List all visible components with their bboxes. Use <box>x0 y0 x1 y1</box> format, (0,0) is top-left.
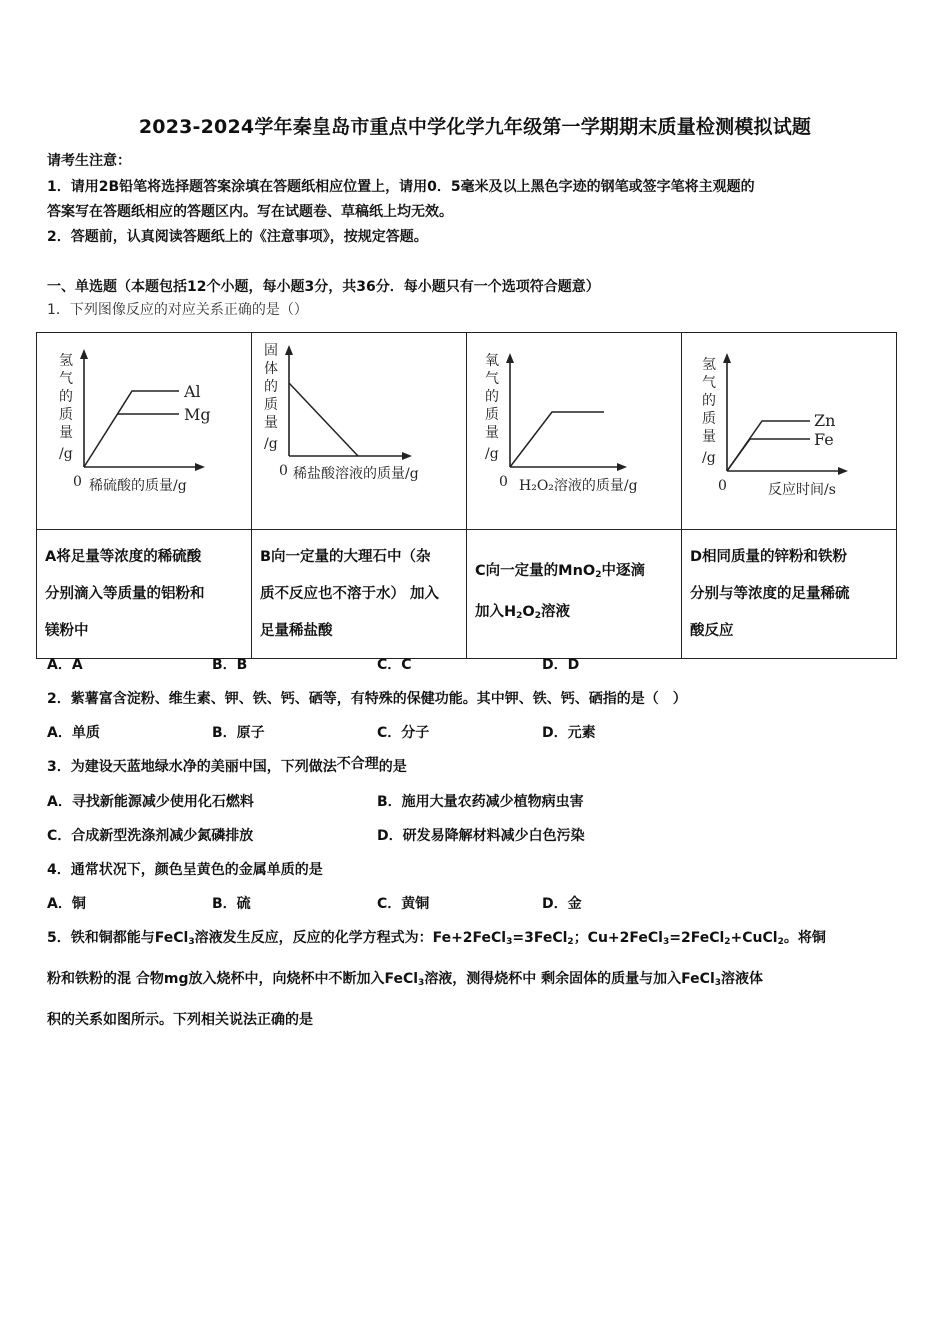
q3-option-a[interactable]: A．寻找新能源减少使用化石燃料 <box>47 794 254 810</box>
graph-c-ylabel-6: /g <box>485 446 499 462</box>
q4-option-b[interactable]: B．硫 <box>212 896 251 912</box>
q1-option-c[interactable]: C．C <box>377 657 412 673</box>
graph-b-ylabel-1: 固 <box>264 343 278 359</box>
graph-c-ylabel-5: 量 <box>485 425 499 441</box>
q2-option-a[interactable]: A．单质 <box>47 725 100 741</box>
graph-a-ylabel-2: 气 <box>59 371 73 387</box>
question-4-stem: 4．通常状况下，颜色呈黄色的金属单质的是 <box>47 862 323 878</box>
notice-line-3: 2．答题前，认真阅读答题纸上的《注意事项》，按规定答题。 <box>47 229 428 245</box>
desc-b-line-1: B向一定量的大理石中（杂 <box>260 548 431 565</box>
desc-c-line-2: 加入$H_2O_2$溶液 <box>475 604 570 621</box>
graph-d-label-fe: Fe <box>814 430 834 449</box>
q5-line-1: 5．铁和铜都能与FeCl$_3$溶液发生反应，反应的化学方程式为：Fe+2FeCl$_3$=3FeCl$_2$；Cu+2FeCl$_3$=2FeCl$_2$+CuCl$_2$。将铜 <box>47 930 826 947</box>
q4-option-a[interactable]: A．铜 <box>47 896 86 912</box>
q2-option-b[interactable]: B．原子 <box>212 725 265 741</box>
section-heading: 一、单选题（本题包括12个小题，每小题3分，共36分．每小题只有一个选项符合题意） <box>47 279 600 295</box>
desc-a-line-2: 分别滴入等质量的铝粉和 <box>45 585 205 602</box>
q3-option-d[interactable]: D．研发易降解材料减少白色污染 <box>377 828 585 844</box>
graph-a-ylabel-5: 量 <box>59 425 73 441</box>
desc-b-line-3: 足量稀盐酸 <box>260 622 333 639</box>
desc-cell-d <box>682 530 897 659</box>
graph-d-origin: 0 <box>718 478 727 494</box>
graph-d-ylabel-5: 量 <box>702 429 716 445</box>
desc-cell-b <box>252 530 467 659</box>
graph-d-ylabel-1: 氢 <box>702 357 716 373</box>
graph-c-line <box>510 412 604 467</box>
graph-c-y-arrow <box>506 353 514 363</box>
desc-d-line-1: D相同质量的锌粉和铁粉 <box>690 548 848 565</box>
graph-a-ylabel-4: 质 <box>59 407 73 423</box>
graph-cell-c <box>467 333 682 530</box>
graph-d-y-arrow <box>723 353 731 363</box>
question-1-stem: 1．下列图像反应的对应关系正确的是（） <box>47 302 308 318</box>
graph-b-ylabel-5: 量 <box>264 415 278 431</box>
q4-option-c[interactable]: C．黄铜 <box>377 896 430 912</box>
q3-option-b[interactable]: B．施用大量农药减少植物病虫害 <box>377 794 584 810</box>
graph-c-ylabel-3: 的 <box>485 389 499 405</box>
graph-c-origin: 0 <box>499 474 508 490</box>
graph-d-ylabel-3: 的 <box>702 393 716 409</box>
q1-option-d[interactable]: D．D <box>542 657 580 673</box>
graph-b-ylabel-3: 的 <box>264 379 278 395</box>
q5-line-2: 粉和铁粉的混 合物mg放入烧杯中，向烧杯中不断加入FeCl$_3$溶液，测得烧杯中 剩余固体的质量与加入FeCl$_3$溶液体 <box>47 971 764 988</box>
graph-d-xlabel: 反应时间/s <box>768 482 836 498</box>
graph-cell-a <box>37 333 252 530</box>
notice-heading: 请考生注意： <box>47 153 131 169</box>
q1-option-a[interactable]: A．A <box>47 657 83 673</box>
question-2-stem: 2．紫薯富含淀粉、维生素、钾、铁、钙、硒等，有特殊的保健功能。其中钾、铁、钙、硒指的是（ ） <box>47 691 687 707</box>
graph-b-xlabel: 稀盐酸溶液的质量/g <box>293 466 419 482</box>
graph-a-line-al <box>84 391 179 467</box>
graph-cell-d <box>682 333 897 530</box>
graph-d-label-zn: Zn <box>814 411 836 430</box>
graph-a-xlabel: 稀硫酸的质量/g <box>89 478 187 494</box>
q4-option-d[interactable]: D．金 <box>542 896 582 912</box>
graph-b-line <box>289 383 358 456</box>
graph-c-x-arrow <box>617 463 627 471</box>
q2-option-c[interactable]: C．分子 <box>377 725 430 741</box>
graph-cell-b <box>252 333 467 530</box>
question-3-stem: 3．为建设天蓝地绿水净的美丽中国，下列做法不合理的是 <box>47 756 407 775</box>
q2-option-d[interactable]: D．元素 <box>542 725 596 741</box>
graph-d <box>682 333 882 529</box>
q3-option-c[interactable]: C．合成新型洗涤剂减少氮磷排放 <box>47 828 254 844</box>
graph-a-label-al: Al <box>184 382 201 401</box>
graph-c-xlabel: H₂O₂溶液的质量/g <box>519 478 638 494</box>
graph-d-ylabel-4: 质 <box>702 411 716 427</box>
graph-c-ylabel-2: 气 <box>485 371 499 387</box>
page-title: 2023-2024学年秦皇岛市重点中学化学九年级第一学期期末质量检测模拟试题 <box>138 116 812 138</box>
graph-c <box>467 333 690 529</box>
desc-a-line-1: A将足量等浓度的稀硫酸 <box>45 548 202 565</box>
graph-b-ylabel-4: 质 <box>264 397 278 413</box>
graph-c-ylabel-4: 质 <box>485 407 499 423</box>
graph-a-ylabel-3: 的 <box>59 389 73 405</box>
desc-c-line-1: C向一定量的MnO$_2$中逐滴 <box>475 563 645 580</box>
desc-a-line-3: 镁粉中 <box>45 622 89 639</box>
desc-cell-a <box>37 530 252 659</box>
graph-b <box>252 333 475 529</box>
graph-d-line-fe <box>727 439 810 471</box>
graph-c-ylabel-1: 氧 <box>485 353 499 369</box>
graph-d-ylabel-6: /g <box>702 450 716 466</box>
desc-b-line-2: 质不反应也不溶于水） 加入 <box>260 585 440 602</box>
graph-a-ylabel-6: /g <box>59 446 73 462</box>
question-5-stem <box>47 920 907 1039</box>
desc-d-line-3: 酸反应 <box>690 622 734 639</box>
graph-b-origin: 0 <box>279 463 288 479</box>
graph-a-label-mg: Mg <box>184 405 211 424</box>
graph-d-line-zn <box>727 421 810 471</box>
q5-line-3: 积的关系如图所示。下列相关说法正确的是 <box>47 1012 313 1028</box>
graph-a-x-arrow <box>195 463 205 471</box>
q1-option-b[interactable]: B．B <box>212 657 248 673</box>
graph-b-x-arrow <box>402 452 412 460</box>
graph-a-ylabel-1: 氢 <box>59 353 73 369</box>
desc-cell-c <box>467 530 682 659</box>
desc-d-line-2: 分别与等浓度的足量稀硫 <box>690 585 850 602</box>
graph-d-ylabel-2: 气 <box>702 375 716 391</box>
graph-d-x-arrow <box>838 467 848 475</box>
notice-line-2: 答案写在答题纸相应的答题区内。写在试题卷、草稿纸上均无效。 <box>47 204 453 220</box>
graph-a-y-arrow <box>80 349 88 359</box>
graph-b-y-arrow <box>285 345 293 355</box>
question-1-table <box>36 332 897 659</box>
graph-b-ylabel-6: /g <box>264 436 278 452</box>
graph-a <box>37 333 246 529</box>
graph-a-origin: 0 <box>73 474 82 490</box>
graph-b-ylabel-2: 体 <box>264 361 278 377</box>
notice-line-1: 1．请用2B铅笔将选择题答案涂填在答题纸相应位置上，请用0．5毫米及以上黑色字迹的钢笔或签字笔将主观题的 <box>47 179 755 195</box>
